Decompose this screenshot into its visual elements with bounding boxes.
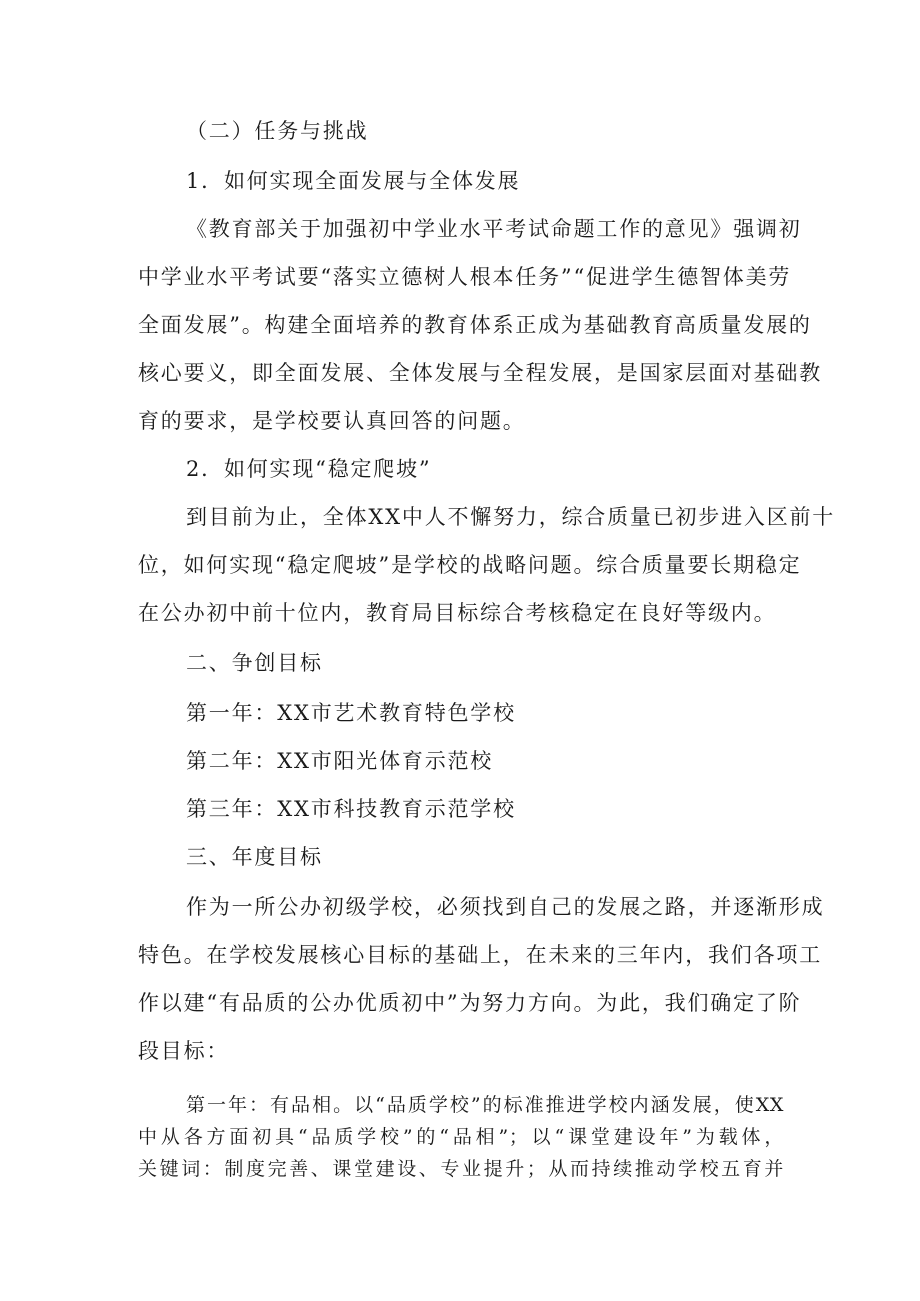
item-1-paragraph-line: 全面发展”。构建全面培养的教育体系正成为基础教育高质量发展的 <box>138 313 812 337</box>
section-heading-tasks: （二）任务与挑战 <box>186 119 369 143</box>
goal-item: 第二年：XX市阳光体育示范校 <box>186 749 494 773</box>
section-heading-goals: 二、争创目标 <box>186 651 323 675</box>
section-heading-annual-goals: 三、年度目标 <box>186 845 323 869</box>
annual-paragraph-line: 段目标： <box>138 1039 230 1063</box>
goal-item: 第三年：XX市科技教育示范学校 <box>186 797 516 821</box>
goal-item: 第一年：XX市艺术教育特色学校 <box>186 701 516 725</box>
item-2-title: 2．如何实现“稳定爬坡” <box>186 457 432 481</box>
item-2-paragraph-line: 到目前为止，全体XX中人不懈努力，综合质量已初步进入区前十 <box>186 505 836 529</box>
item-1-paragraph-line: 育的要求，是学校要认真回答的问题。 <box>138 409 526 433</box>
annual-paragraph-line: 作以建“有品质的公办优质初中”为努力方向。为此，我们确定了阶 <box>138 991 802 1015</box>
item-1-title: 1．如何实现全面发展与全体发展 <box>186 169 521 193</box>
item-2-paragraph-line: 在公办初中前十位内，教育局目标综合考核稳定在良好等级内。 <box>138 601 777 625</box>
item-1-paragraph-line: 中学业水平考试要“落实立德树人根本任务”“促进学生德智体美劳 <box>138 265 792 289</box>
annual-paragraph-line: 特色。在学校发展核心目标的基础上，在未来的三年内，我们各项工 <box>138 943 822 967</box>
item-1-paragraph-line: 核心要义，即全面发展、全体发展与全程发展，是国家层面对基础教 <box>138 361 822 385</box>
year-1-paragraph-line: 第一年：有品相。以“品质学校”的标准推进学校内涵发展，使XX <box>186 1094 784 1116</box>
item-2-paragraph-line: 位，如何实现“稳定爬坡”是学校的战略问题。综合质量要长期稳定 <box>138 553 802 577</box>
year-1-paragraph-line: 关键词：制度完善、课堂建设、专业提升；从而持续推动学校五育并 <box>138 1158 784 1180</box>
year-1-paragraph-line: 中从各方面初具“品质学校”的“品相”；以“课堂建设年”为载体， <box>138 1126 784 1148</box>
annual-paragraph-line: 作为一所公办初级学校，必须找到自己的发展之路，并逐渐形成 <box>186 895 825 919</box>
item-1-paragraph-line: 《教育部关于加强初中学业水平考试命题工作的意见》强调初 <box>186 217 802 241</box>
